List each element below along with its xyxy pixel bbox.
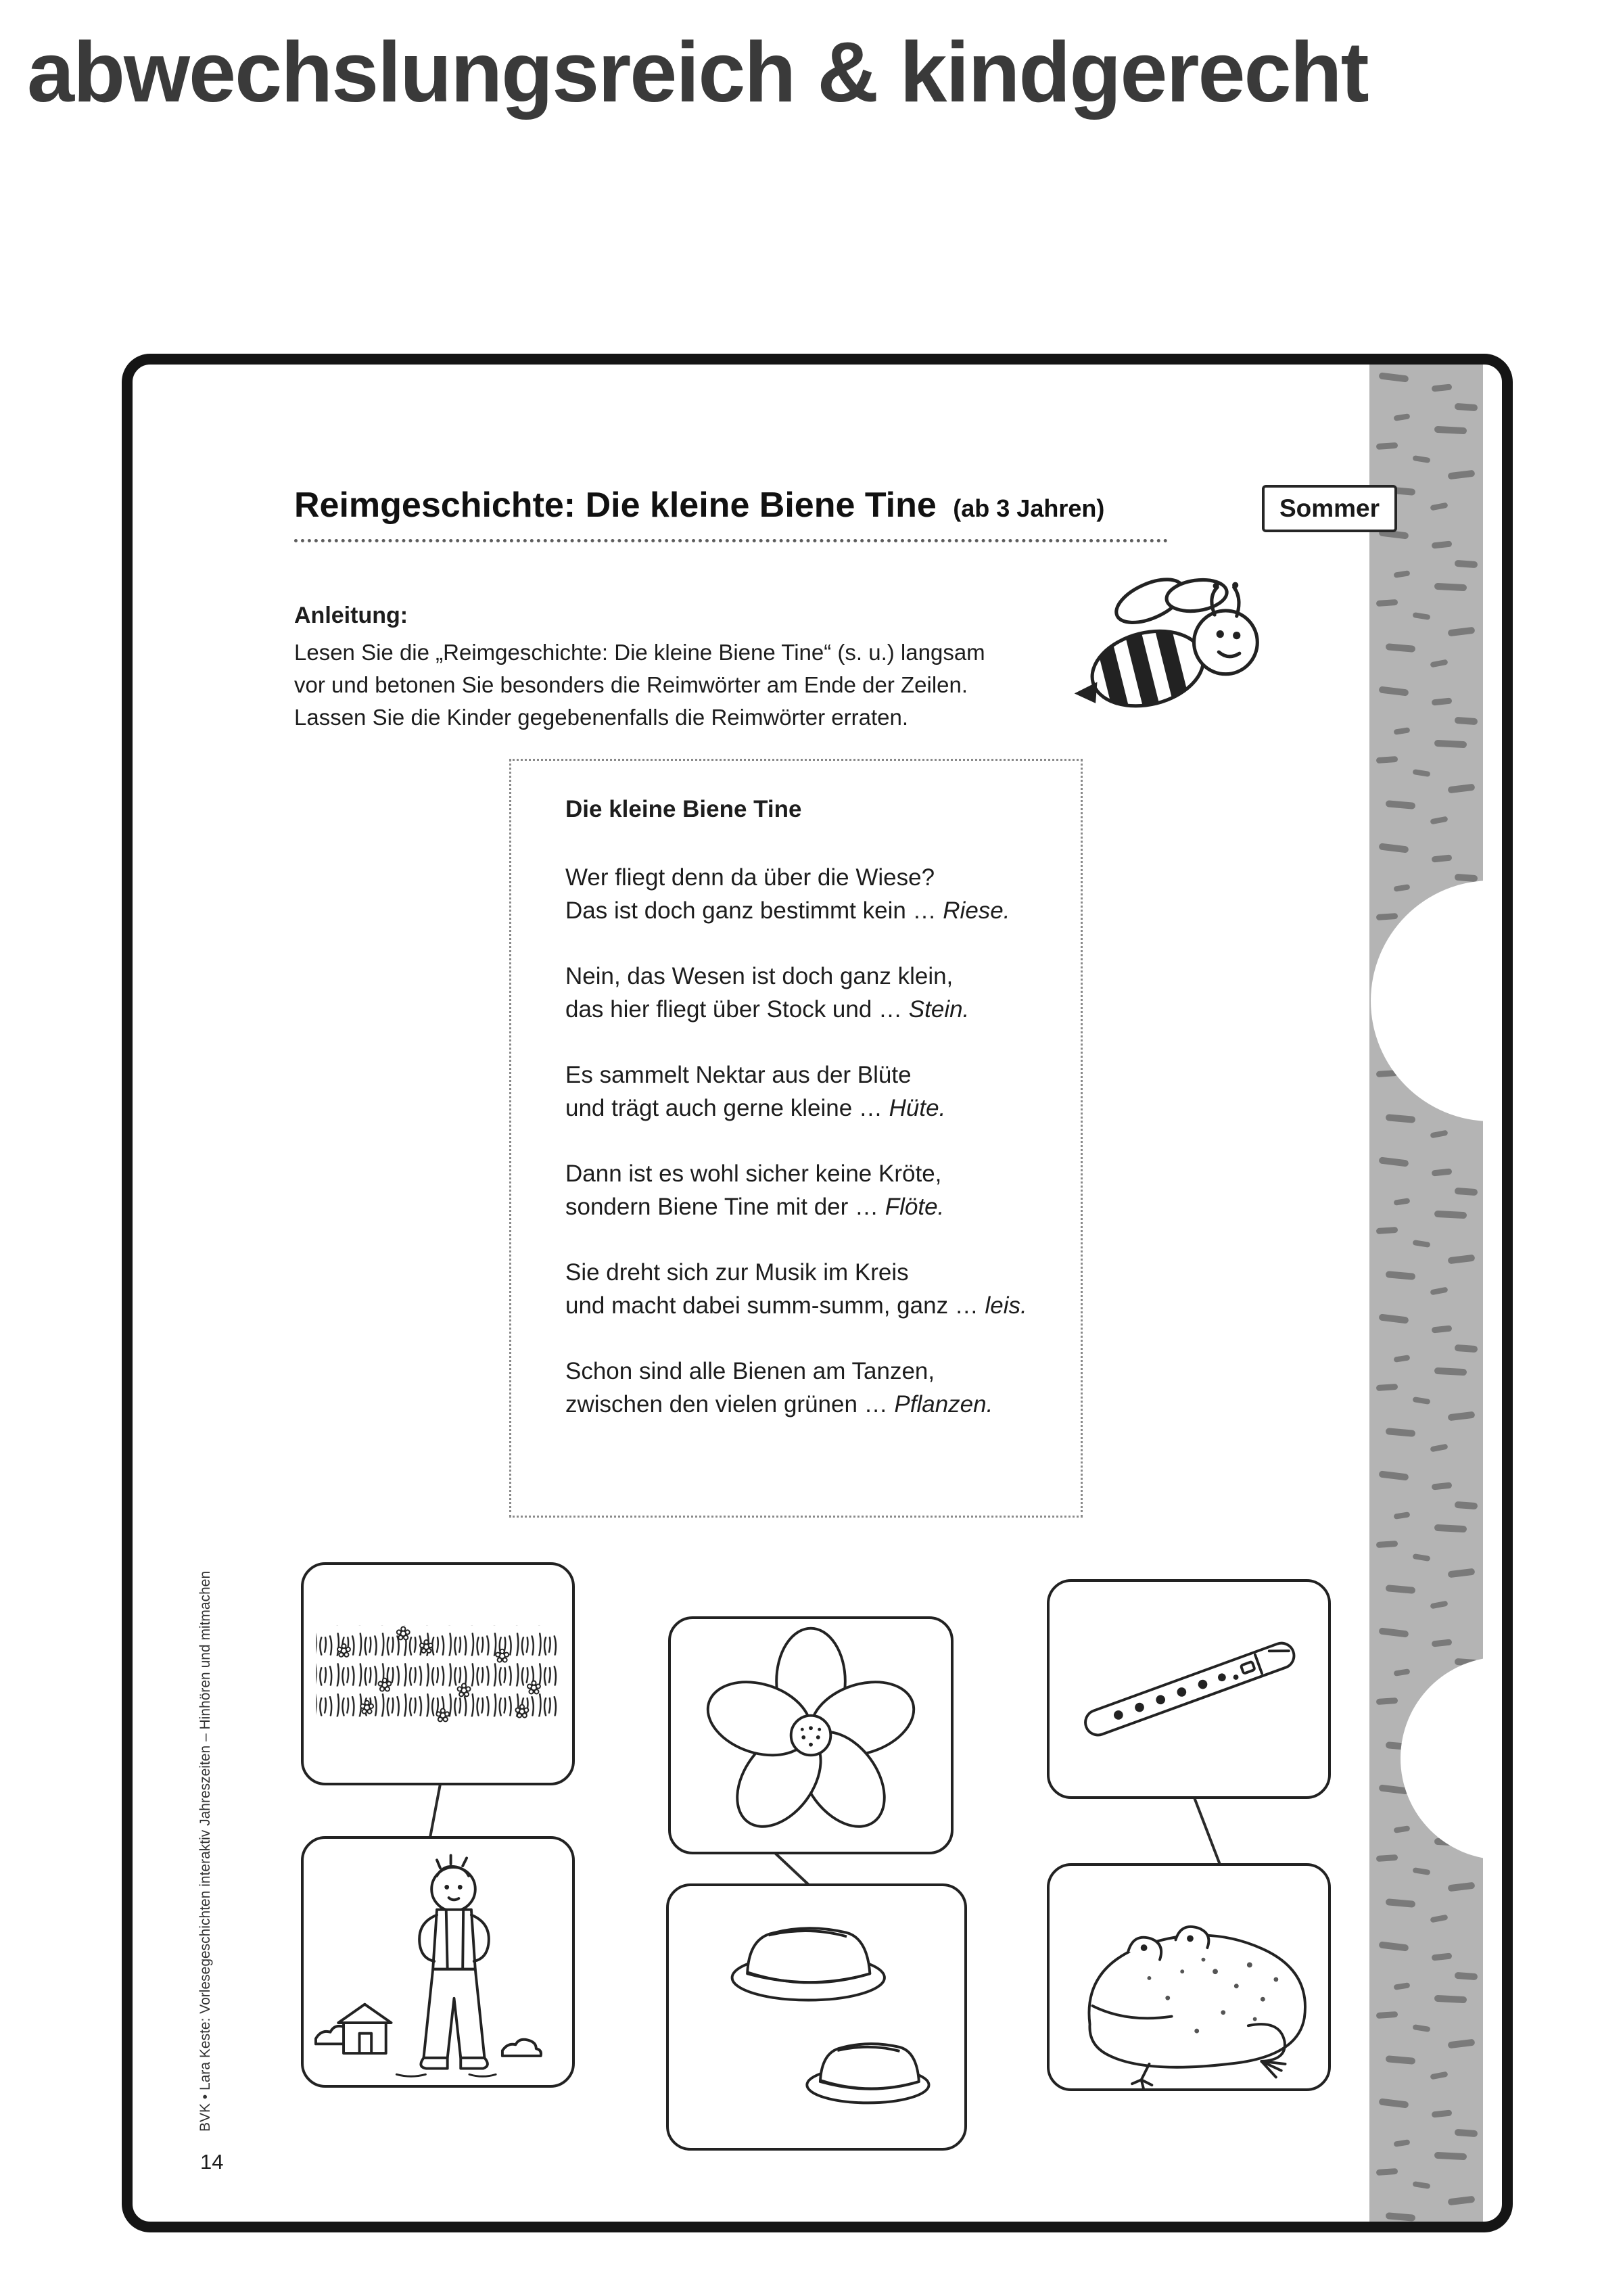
poem-stanza <box>565 1058 1056 1125</box>
meadow-card <box>301 1562 575 1785</box>
poem-stanza <box>565 960 1056 1026</box>
poem-line-text: Es sammelt Nektar aus der Blüte <box>565 1062 912 1088</box>
poem-stanza <box>565 861 1056 927</box>
giant-child-icon <box>304 1839 572 2085</box>
poem-box <box>509 759 1083 1518</box>
poem-line-text: Schon sind alle Bienen am Tanzen, <box>565 1358 935 1384</box>
instructions-text <box>294 636 985 734</box>
poem-line <box>565 1256 1056 1289</box>
bee-icon <box>1068 565 1282 731</box>
instructions-line: Lassen Sie die Kinder gegebenenfalls die Reimwörter erraten. <box>294 705 909 730</box>
season-badge: Sommer <box>1262 485 1397 532</box>
worksheet-title <box>294 485 1104 525</box>
hats-icon <box>669 1886 964 2148</box>
poem-rhyme-word: Riese. <box>943 897 1010 924</box>
worksheet-title-text: Reimgeschichte: Die kleine Biene Tine <box>294 486 937 525</box>
blossom-icon <box>671 1619 951 1852</box>
instructions-line: Lesen Sie die „Reimgeschichte: Die kleine Biene Tine“ (s. u.) langsam <box>294 640 985 665</box>
instructions-heading: Anleitung: <box>294 603 408 628</box>
poem-line-text: sondern Biene Tine mit der … <box>565 1194 885 1220</box>
poem-stanza <box>565 1256 1056 1322</box>
poem-line <box>565 960 1056 993</box>
copyright-side-caption: BVK • Lara Keste: Vorlesegeschichten interaktiv Jahreszeiten – Hinhören und mitmachen <box>197 1570 213 2132</box>
poem-stanza <box>565 1355 1056 1421</box>
poem-rhyme-word: Stein. <box>908 996 970 1023</box>
poem-line-text: und macht dabei summ-summ, ganz … <box>565 1292 985 1319</box>
poem-line <box>565 1388 1056 1421</box>
hats-card <box>666 1883 967 2151</box>
poem-line-text: Dann ist es wohl sicher keine Kröte, <box>565 1161 942 1187</box>
toad-card <box>1047 1863 1331 2091</box>
poem-line-text: Nein, das Wesen ist doch ganz klein, <box>565 963 954 989</box>
poem-line-text: Wer fliegt denn da über die Wiese? <box>565 864 935 891</box>
worksheet-frame <box>122 354 1513 2232</box>
flute-icon <box>1050 1582 1328 1796</box>
giant-card <box>301 1836 575 2088</box>
poem-line <box>565 1157 1056 1190</box>
page-headline: abwechslungsreich & kindgerecht <box>27 24 1368 120</box>
toad-icon <box>1050 1866 1328 2088</box>
poem-rhyme-word: leis. <box>985 1292 1027 1319</box>
poem-line <box>565 1355 1056 1388</box>
birch-column-decoration <box>1369 365 1483 2222</box>
poem-title: Die kleine Biene Tine <box>565 796 802 822</box>
poem-line <box>565 1190 1056 1223</box>
poem-stanza <box>565 1157 1056 1223</box>
poem-line-text: das hier fliegt über Stock und … <box>565 996 909 1023</box>
title-dotted-underline <box>294 539 1168 542</box>
poem-line-text: zwischen den vielen grünen … <box>565 1391 895 1418</box>
poem-line <box>565 1092 1056 1125</box>
bee-illustration <box>1068 565 1282 731</box>
blossom-card <box>668 1616 954 1854</box>
poem-line <box>565 993 1056 1026</box>
poem-rhyme-word: Pflanzen. <box>894 1391 993 1418</box>
poem-line-text: und trägt auch gerne kleine … <box>565 1095 889 1121</box>
page-number: 14 <box>200 2150 224 2174</box>
meadow-icon <box>304 1565 572 1783</box>
poem-line <box>565 1289 1056 1322</box>
poem-line <box>565 861 1056 894</box>
poem-line <box>565 894 1056 927</box>
poem-rhyme-word: Flöte. <box>885 1194 945 1220</box>
poem-line-text: Das ist doch ganz bestimmt kein … <box>565 897 943 924</box>
worksheet-title-age: (ab 3 Jahren) <box>953 494 1105 522</box>
instructions-line: vor und betonen Sie besonders die Reimwörter am Ende der Zeilen. <box>294 672 968 697</box>
birch-texture-icon <box>1369 365 1483 2222</box>
poem-rhyme-word: Hüte. <box>889 1095 946 1121</box>
poem-line-text: Sie dreht sich zur Musik im Kreis <box>565 1259 909 1286</box>
flute-card <box>1047 1579 1331 1799</box>
poem-line <box>565 1058 1056 1092</box>
